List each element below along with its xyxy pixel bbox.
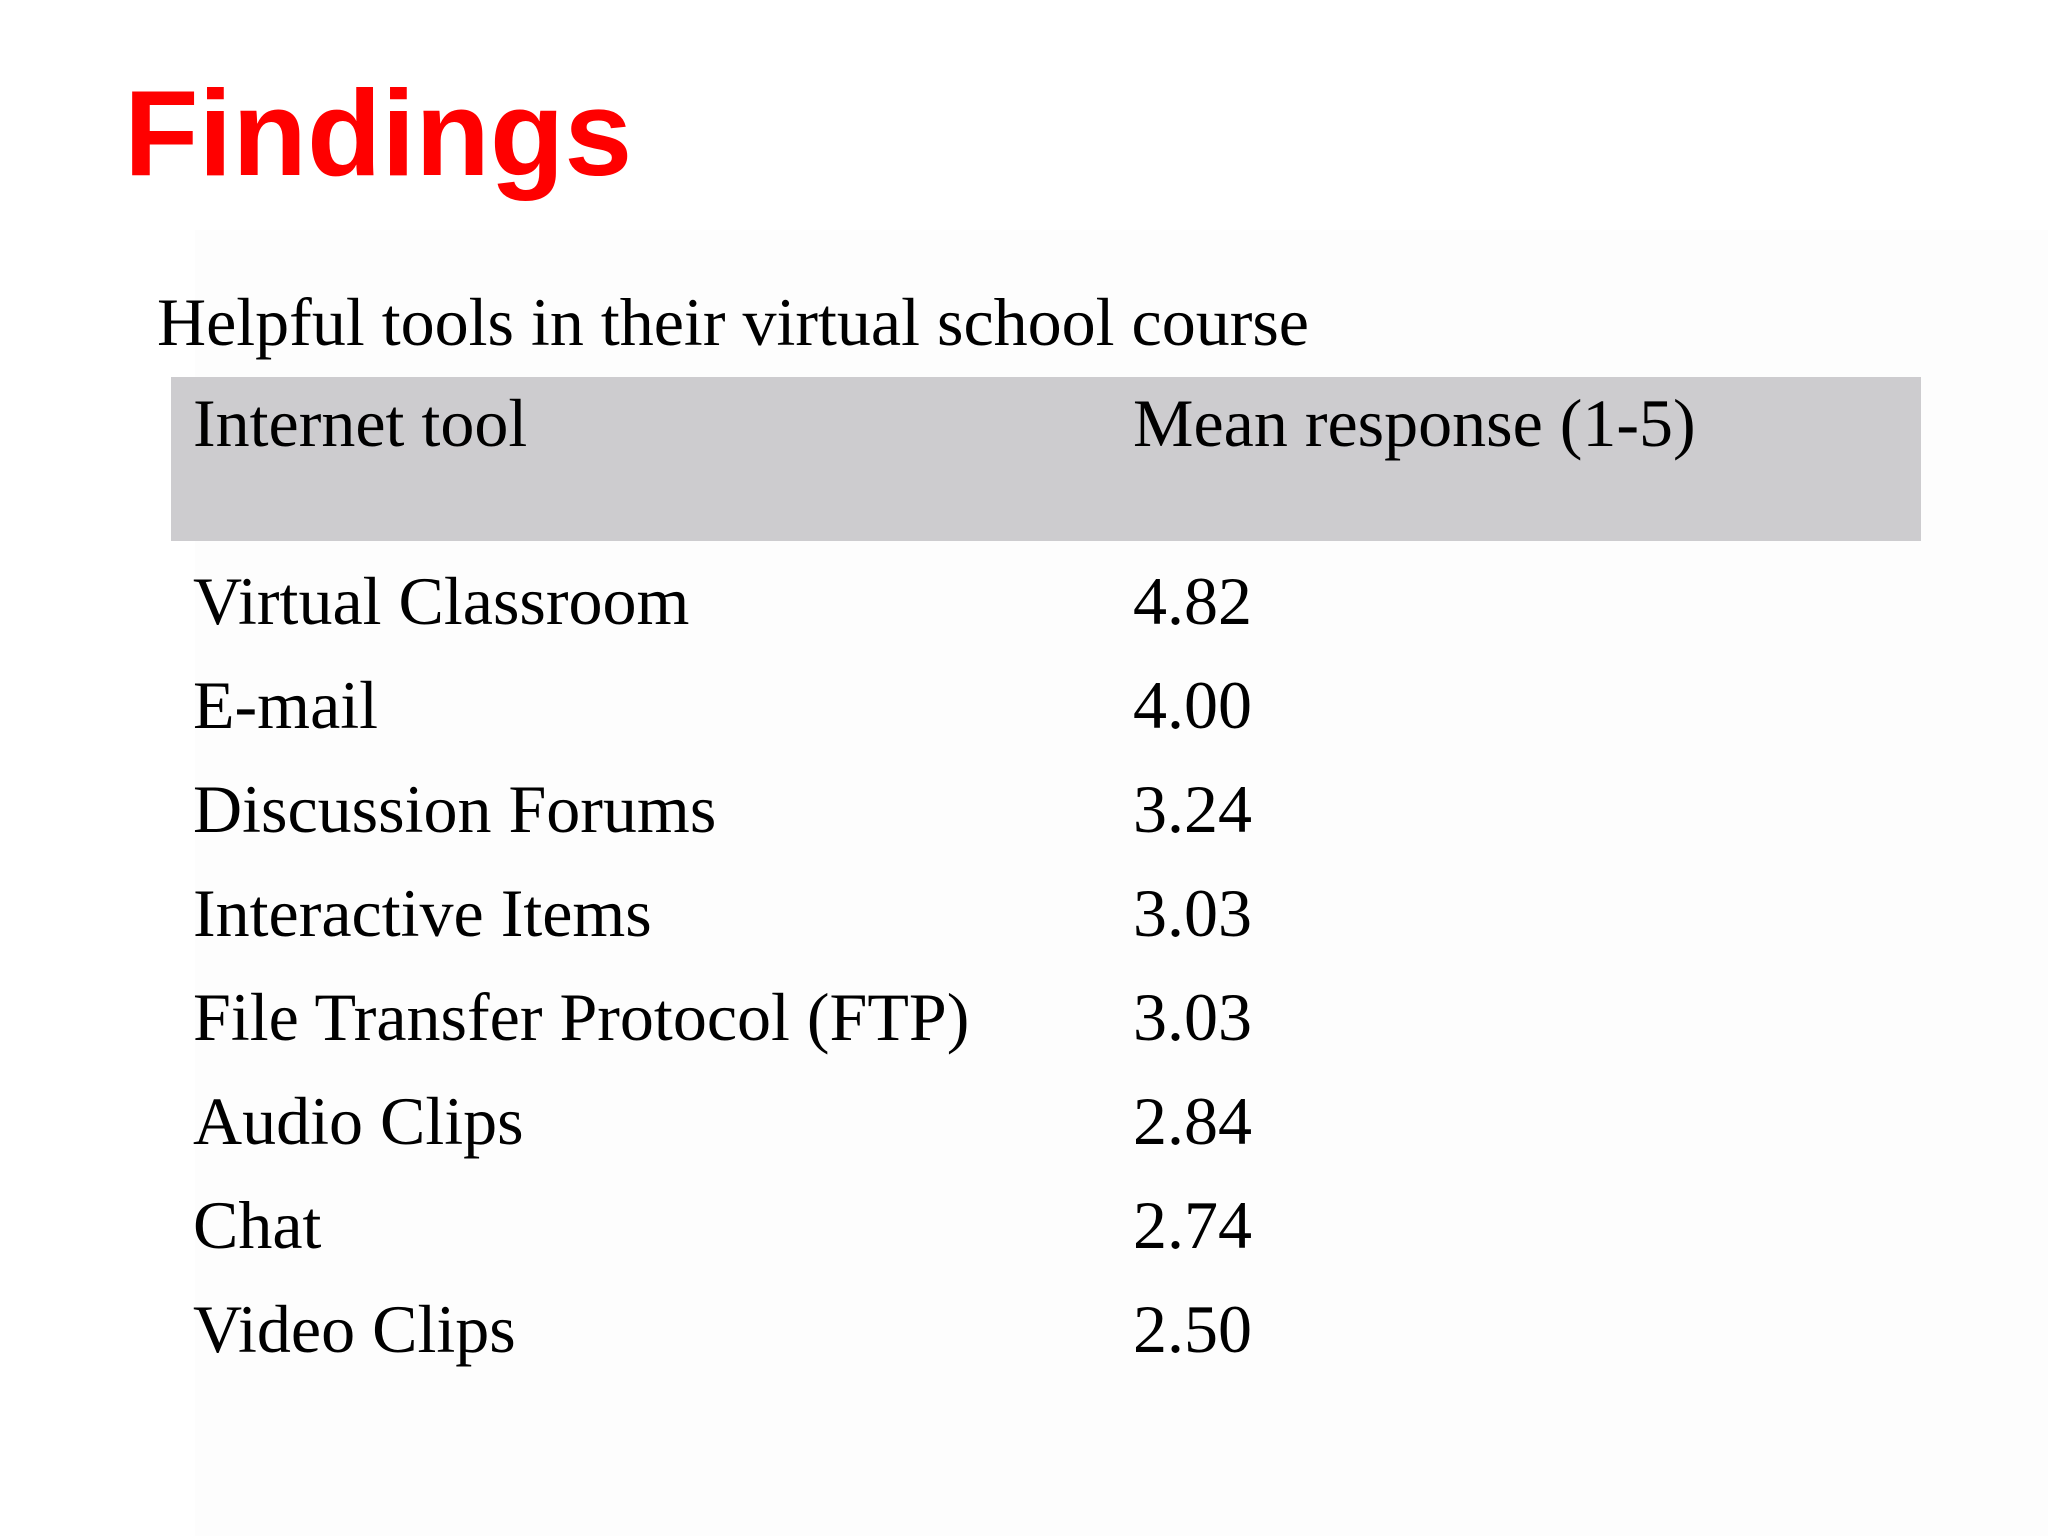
table-row [171, 1073, 1921, 1177]
tool-name: Chat [193, 1187, 322, 1263]
table-row [171, 865, 1921, 969]
header-internet-tool: Internet tool [193, 385, 528, 461]
tool-name: Audio Clips [193, 1083, 524, 1159]
table-caption: Helpful tools in their virtual school course [157, 284, 1309, 360]
findings-table [171, 377, 1921, 1385]
tool-name: Video Clips [193, 1291, 516, 1367]
tool-name: Discussion Forums [193, 771, 717, 847]
table-row [171, 969, 1921, 1073]
header-mean-response: Mean response (1-5) [1133, 385, 1696, 461]
tool-name: Interactive Items [193, 875, 652, 951]
table-row [171, 1281, 1921, 1385]
mean-response: 4.00 [1133, 667, 1252, 743]
tool-name: File Transfer Protocol (FTP) [193, 979, 970, 1055]
mean-response: 3.03 [1133, 875, 1252, 951]
table-row [171, 761, 1921, 865]
mean-response: 2.50 [1133, 1291, 1252, 1367]
mean-response: 3.24 [1133, 771, 1252, 847]
tool-name: Virtual Classroom [193, 563, 690, 639]
table-row [171, 1177, 1921, 1281]
mean-response: 2.84 [1133, 1083, 1252, 1159]
table-body [171, 541, 1921, 1385]
table-row [171, 553, 1921, 657]
slide-title: Findings [124, 65, 633, 201]
mean-response: 3.03 [1133, 979, 1252, 1055]
table-header-row [171, 377, 1921, 541]
mean-response: 2.74 [1133, 1187, 1252, 1263]
table-row [171, 657, 1921, 761]
mean-response: 4.82 [1133, 563, 1252, 639]
tool-name: E-mail [193, 667, 379, 743]
